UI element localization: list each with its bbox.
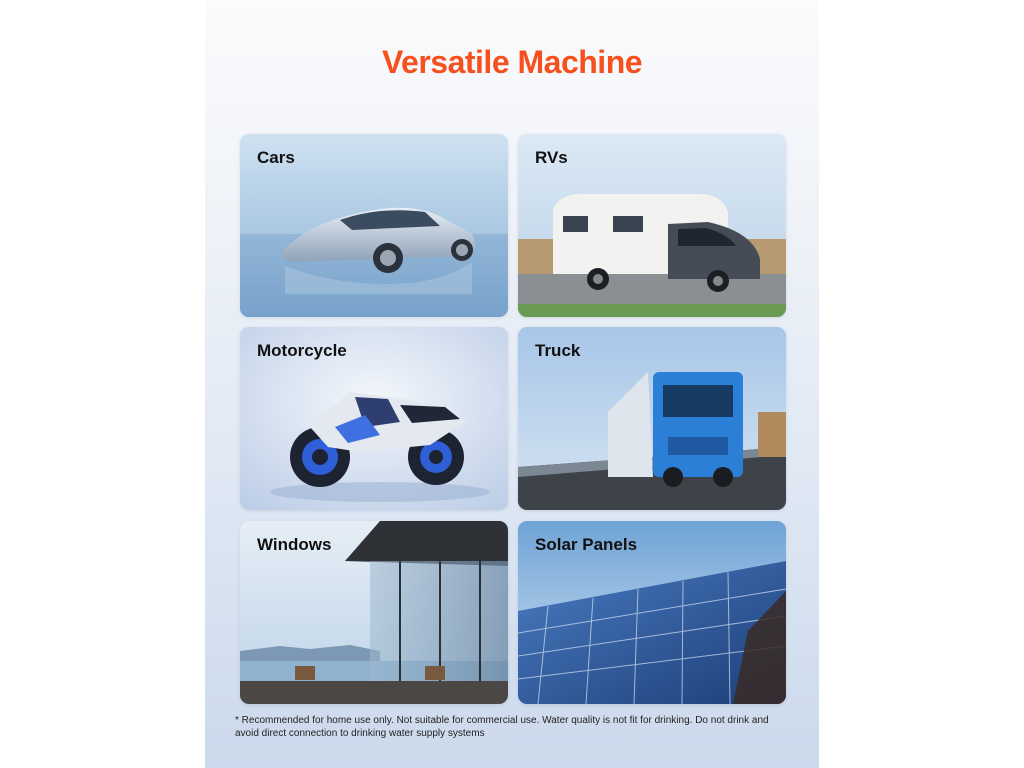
page-title: Versatile Machine <box>381 44 643 80</box>
card-windows <box>240 521 508 704</box>
card-label-rvs: RVs <box>535 148 568 167</box>
card-solar-panels <box>518 521 786 704</box>
card-motorcycle <box>240 327 508 510</box>
card-label-windows: Windows <box>257 535 332 554</box>
card-label-cars: Cars <box>257 148 295 167</box>
card-label-motorcycle: Motorcycle <box>257 341 347 360</box>
card-rvs <box>518 134 786 317</box>
card-cars <box>240 134 508 317</box>
card-label-solar-panels: Solar Panels <box>535 535 638 554</box>
product-panel <box>205 0 819 768</box>
card-label-truck: Truck <box>535 341 581 360</box>
card-truck <box>518 327 786 510</box>
disclaimer-footnote: * Recommended for home use only. Not suitable for commercial use. Water quality is not fit for drinking. Do not drink and avoid direct connection to drinking water supply systems <box>235 715 769 739</box>
